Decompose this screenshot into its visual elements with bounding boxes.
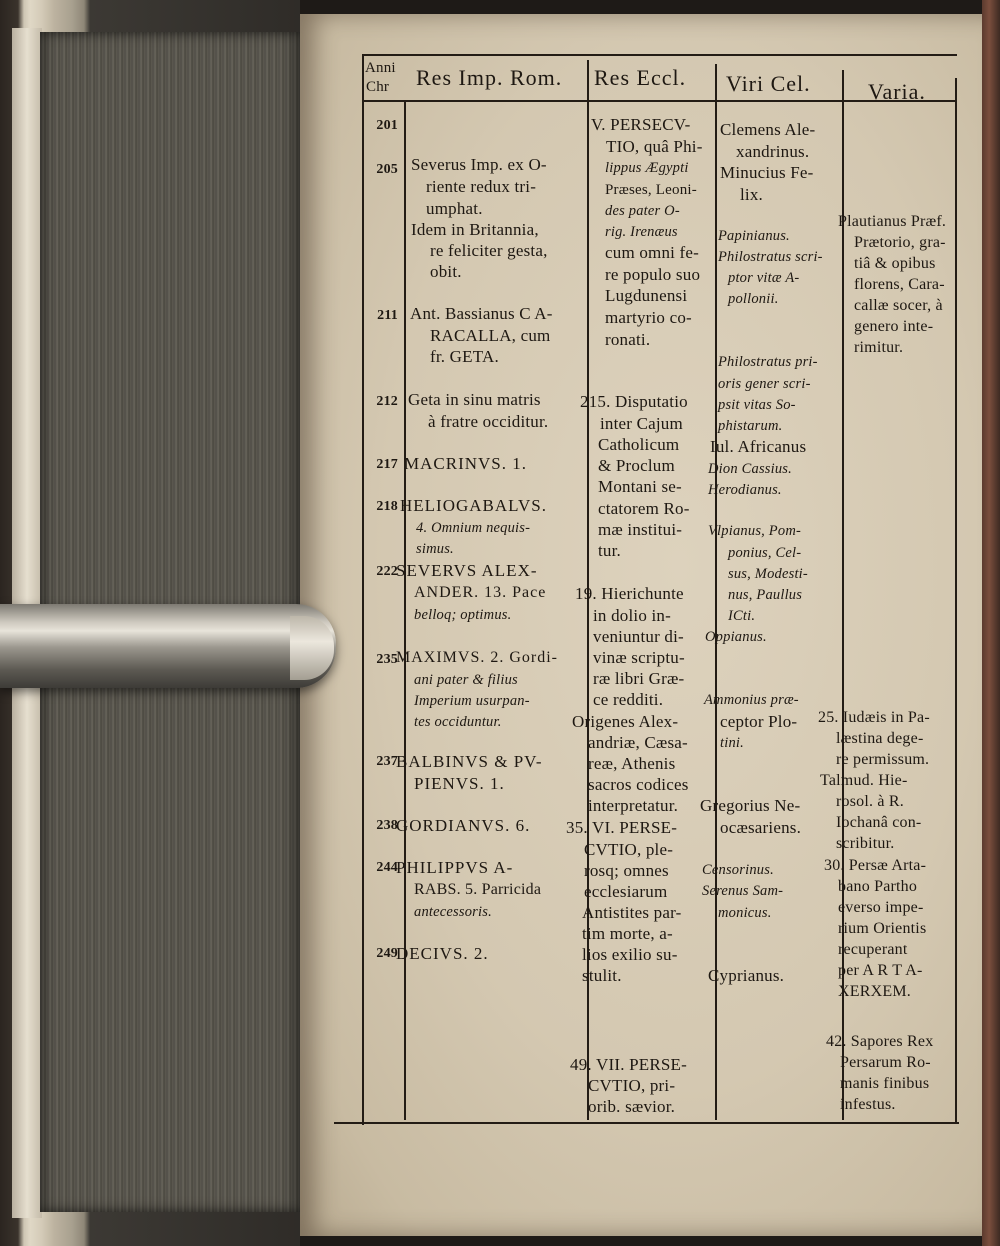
header-anni: Anni: [365, 60, 396, 76]
entry-text: Minucius Fe-: [720, 163, 814, 182]
entry-text: Serenus Sam-: [702, 883, 784, 899]
entry-text: simus.: [416, 541, 454, 557]
entry-text: martyrio co-: [605, 308, 692, 327]
rule-col2: [715, 64, 717, 1120]
entry-text: Gregorius Ne-: [700, 796, 801, 815]
entry-text: V. PERSECV-: [591, 115, 691, 134]
entry-text: stulit.: [582, 966, 622, 985]
entry-text: xandrinus.: [736, 142, 810, 161]
entry-text: riente redux tri-: [426, 177, 537, 196]
year-249: 249: [376, 946, 398, 961]
entry-text: CVTIO, pri-: [588, 1076, 676, 1095]
entry-text: Papinianus.: [718, 228, 790, 244]
entry-text: rig. Irenæus: [605, 224, 678, 240]
year-201: 201: [376, 118, 398, 133]
entry-text: florens, Cara-: [854, 276, 945, 293]
entry-text: Cyprianus.: [708, 966, 785, 985]
entry-text: genero inte-: [854, 318, 934, 335]
entry-text: Prætorio, gra-: [854, 234, 946, 251]
entry-text: Iul. Africanus: [710, 437, 807, 456]
rule-bottom: [334, 1122, 959, 1124]
entry-text: tur.: [598, 541, 621, 560]
entry-text: everso impe-: [838, 899, 924, 916]
entry-text: ce redditi.: [593, 690, 664, 709]
entry-text: pollonii.: [728, 291, 779, 307]
year-205: 205: [376, 162, 398, 177]
entry-text: Montani se-: [598, 477, 682, 496]
entry-text: 215. Disputatio: [580, 392, 688, 411]
header-varia: Varia.: [868, 79, 926, 104]
header-res-imp-rom: Res Imp. Rom.: [416, 65, 563, 90]
entry-text: sus, Modesti-: [728, 566, 808, 582]
year-218: 218: [376, 499, 398, 514]
year-217: 217: [376, 457, 398, 472]
entry-text: orib. sævior.: [588, 1097, 676, 1116]
year-222: 222: [376, 564, 398, 579]
entry-text: belloq; optimus.: [414, 607, 512, 623]
entry-text: vinæ scriptu-: [593, 648, 685, 667]
entry-text: à fratre occiditur.: [428, 412, 549, 431]
entry-text: Persarum Ro-: [840, 1054, 931, 1071]
entry-text: Philostratus scri-: [718, 249, 823, 265]
entry-text: BALBINVS & PV-: [396, 752, 543, 771]
entry-text: Ammonius præ-: [704, 692, 799, 708]
entry-text: ANDER. 13. Pace: [414, 584, 547, 601]
rule-top: [362, 54, 957, 56]
entry-text: CVTIO, ple-: [584, 840, 674, 859]
entry-text: fr. GETA.: [430, 347, 499, 366]
entry-text: 35. VI. PERSE-: [566, 818, 678, 837]
entry-text: MAXIMVS. 2. Gordi-: [396, 649, 558, 666]
entry-text: Lugdunensi: [605, 286, 688, 305]
entry-text: ronati.: [605, 330, 651, 349]
entry-text: læstina dege-: [836, 730, 924, 747]
entry-text: re permissum.: [836, 751, 930, 768]
entry-text: interpretatur.: [588, 796, 679, 815]
entry-text: ceptor Plo-: [720, 712, 798, 731]
year-211: 211: [377, 308, 398, 323]
entry-text: tiâ & opibus: [854, 255, 936, 272]
entry-text: Severus Imp. ex O-: [411, 155, 547, 174]
entry-text: umphat.: [426, 199, 483, 218]
entry-text: GORDIANVS. 6.: [396, 816, 531, 835]
entry-text: PIENVS. 1.: [414, 774, 505, 793]
entry-text: antecessoris.: [414, 904, 492, 920]
entry-text: scribitur.: [836, 835, 895, 852]
header-chr: Chr: [366, 79, 390, 95]
entry-text: Geta in sinu matris: [408, 390, 541, 409]
entry-text: ptor vitæ A-: [728, 270, 800, 286]
entry-text: re feliciter gesta,: [430, 241, 548, 260]
entry-text: andriæ, Cæsa-: [588, 733, 688, 752]
entry-text: Clemens Ale-: [720, 120, 816, 139]
entry-text: Ant. Bassianus C A-: [410, 304, 553, 323]
entry-text: 19. Hierichunte: [575, 584, 684, 603]
entry-text: lix.: [740, 185, 763, 204]
entry-text: per A R T A-: [838, 962, 923, 979]
entry-text: HELIOGABALVS.: [400, 496, 547, 515]
rule-right: [955, 78, 957, 1123]
entry-text: infestus.: [840, 1096, 896, 1113]
entry-text: lios exilio su-: [582, 945, 678, 964]
entry-text: lippus Ægypti: [605, 160, 689, 176]
entry-text: veniuntur di-: [593, 627, 684, 646]
entry-text: tim morte, a-: [582, 924, 673, 943]
entry-text: 42. Sapores Rex: [826, 1033, 934, 1050]
entry-text: 30. Persæ Arta-: [824, 857, 927, 874]
entry-text: Antistites par-: [582, 903, 682, 922]
year-212: 212: [376, 394, 398, 409]
entry-text: ctatorem Ro-: [598, 499, 690, 518]
entry-text: Plautianus Præf.: [838, 213, 947, 230]
entry-text: DECIVS. 2.: [396, 944, 489, 963]
entry-text: MACRINVS. 1.: [404, 454, 527, 473]
entry-text: rosq; omnes: [584, 861, 669, 880]
entry-text: cum omni fe-: [605, 243, 699, 262]
entry-text: Præses, Leoni-: [605, 182, 697, 198]
entry-text: PHILIPPVS A-: [396, 858, 514, 877]
entry-text: Philostratus pri-: [718, 354, 818, 370]
year-237: 237: [376, 754, 398, 769]
entry-text: Oppianus.: [705, 629, 767, 645]
entry-text: nus, Paullus: [728, 587, 803, 603]
entry-text: ecclesiarum: [584, 882, 668, 901]
entry-text: tini.: [720, 735, 744, 751]
entry-text: sacros codices: [588, 775, 689, 794]
year-244: 244: [376, 860, 398, 875]
entry-text: Herodianus.: [708, 482, 782, 498]
entry-text: des pater O-: [605, 203, 680, 219]
entry-text: monicus.: [718, 905, 772, 921]
entry-text: ani pater & filius: [414, 672, 518, 688]
entry-text: TIO, quâ Phi-: [606, 137, 703, 156]
entry-text: recuperant: [838, 941, 908, 958]
entry-text: inter Cajum: [600, 414, 683, 433]
book-spine-right: [982, 0, 1000, 1246]
entry-text: Censorinus.: [702, 862, 774, 878]
entry-text: reæ, Athenis: [588, 754, 676, 773]
entry-text: rium Orientis: [838, 920, 927, 937]
entry-text: RABS. 5. Parricida: [414, 881, 542, 898]
entry-text: callæ socer, à: [854, 297, 943, 314]
entry-text: Vlpianus, Pom-: [708, 523, 802, 539]
entry-text: 25. Iudæis in Pa-: [818, 709, 930, 726]
entry-text: & Proclum: [598, 456, 675, 475]
entry-text: Dion Cassius.: [708, 461, 792, 477]
entry-text: XERXEM.: [838, 983, 911, 1000]
header-res-eccl: Res Eccl.: [594, 65, 687, 90]
entry-text: mæ institui-: [598, 520, 683, 539]
year-238: 238: [376, 818, 398, 833]
entry-text: 49. VII. PERSE-: [570, 1055, 687, 1074]
entry-text: RACALLA, cum: [430, 326, 551, 345]
year-235: 235: [376, 652, 398, 667]
entry-text: oris gener scri-: [718, 376, 811, 392]
entry-text: in dolio in-: [593, 606, 671, 625]
entry-text: psit vitas So-: [718, 397, 796, 413]
entry-text: manis finibus: [840, 1075, 930, 1092]
header-viri-cel: Viri Cel.: [726, 71, 811, 96]
entry-text: rosol. à R.: [836, 793, 904, 810]
entry-text: Catholicum: [598, 435, 680, 454]
entry-text: Iochanâ con-: [836, 814, 922, 831]
rule-left: [362, 55, 364, 1125]
entry-text: Imperium usurpan-: [414, 693, 530, 709]
entry-text: re populo suo: [605, 265, 701, 284]
entry-text: phistarum.: [718, 418, 783, 434]
entry-text: ræ libri Græ-: [593, 669, 685, 688]
entry-text: ocæsariens.: [720, 818, 802, 837]
entry-text: bano Partho: [838, 878, 918, 895]
glass-page-weight: [0, 604, 336, 688]
rule-year-col: [404, 100, 406, 1120]
entry-text: SEVERVS ALEX-: [396, 561, 538, 580]
entry-text: Origenes Alex-: [572, 712, 679, 731]
entry-text: ICti.: [728, 608, 756, 624]
entry-text: Idem in Britannia,: [411, 220, 539, 239]
entry-text: ponius, Cel-: [728, 545, 802, 561]
entry-text: tes occiduntur.: [414, 714, 502, 730]
entry-text: Talmud. Hie-: [820, 772, 908, 789]
entry-text: obit.: [430, 262, 462, 281]
entry-text: rimitur.: [854, 339, 904, 356]
entry-text: 4. Omnium nequis-: [416, 520, 531, 536]
